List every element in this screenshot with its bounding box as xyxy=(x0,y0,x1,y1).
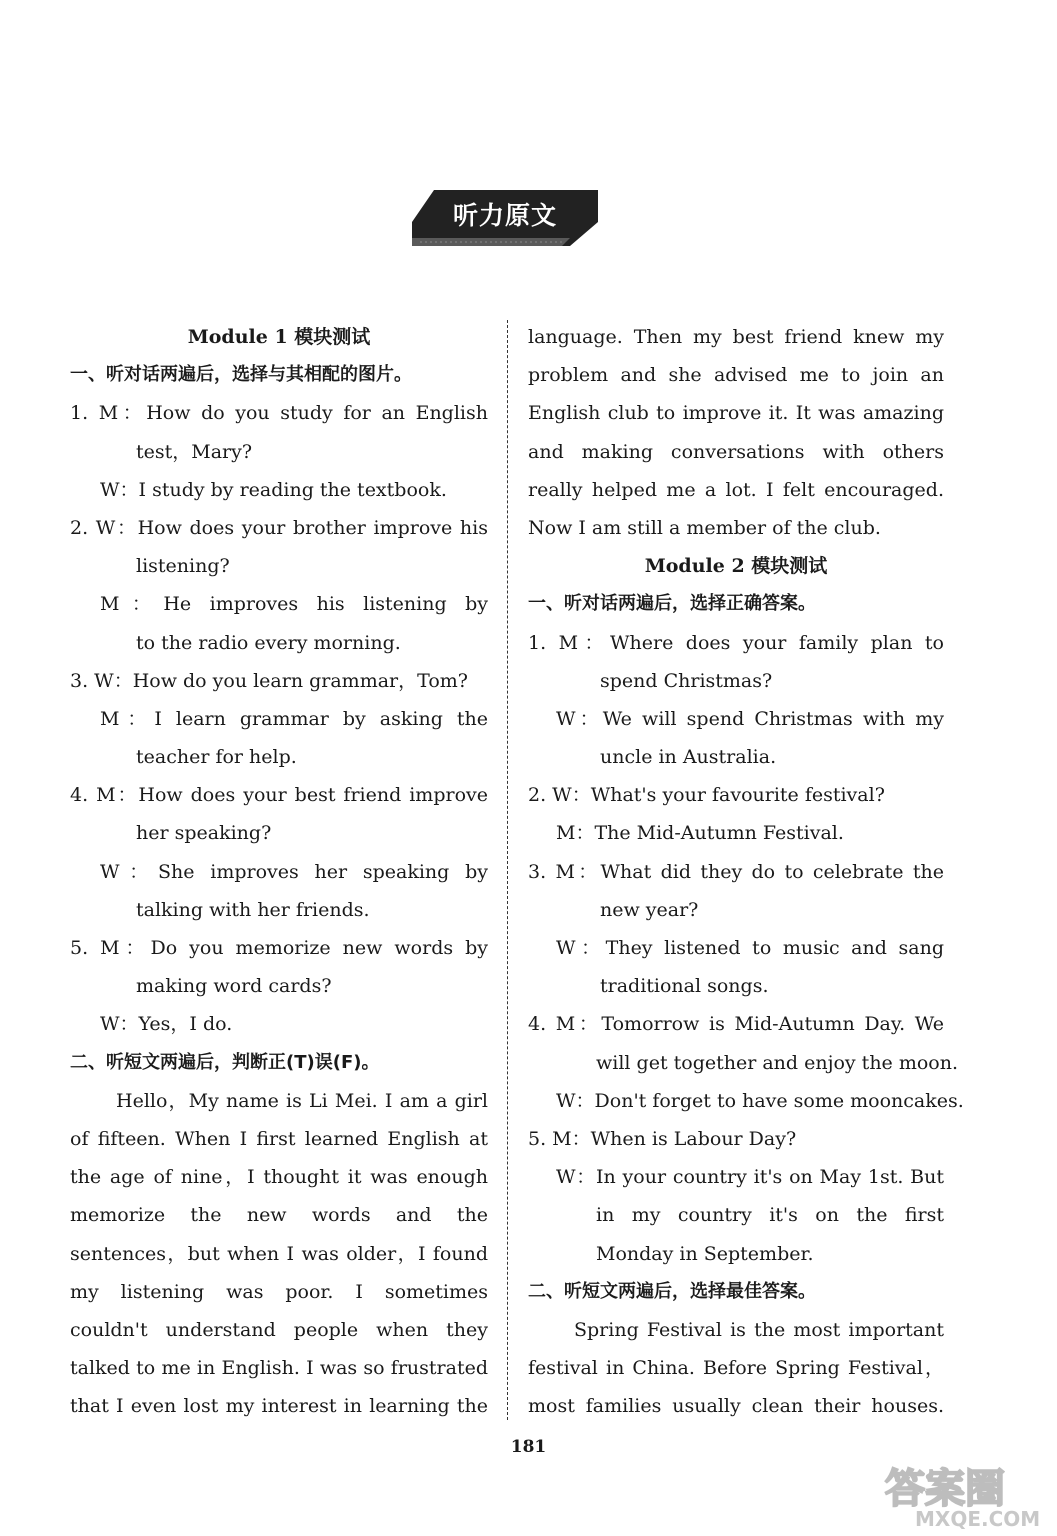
text-line: Monday in September. xyxy=(596,1242,814,1265)
section-banner xyxy=(412,186,598,250)
text-line: festival in China. Before Spring Festival， xyxy=(528,1357,944,1380)
text-line: 5. M：When is Labour Day? xyxy=(528,1127,797,1150)
text-line: 4. M：How does your best friend improve xyxy=(70,784,488,807)
text-line: and making conversations with others xyxy=(528,440,944,463)
svg-text:MXQE.COM: MXQE.COM xyxy=(915,1507,1041,1530)
text-line: Hello，My name is Li Mei. I am a girl xyxy=(116,1089,488,1112)
text-line: 3. M：What did they do to celebrate the xyxy=(528,860,944,883)
text-line: in my country it's on the first xyxy=(596,1204,944,1227)
text-line: most families usually clean their houses. xyxy=(528,1395,944,1418)
text-line: Now I am still a member of the club. xyxy=(528,516,881,539)
section-heading: 二、听短文两遍后，判断正(T)误(F)。 xyxy=(70,1051,380,1073)
text-line: will get together and enjoy the moon. xyxy=(596,1051,959,1074)
text-line: 5. M：Do you memorize new words by xyxy=(70,937,488,959)
text-line: spend Christmas? xyxy=(600,669,773,692)
text-line: W：I study by reading the textbook. xyxy=(100,478,447,501)
text-line: that I even lost my interest in learning the xyxy=(70,1395,488,1418)
text-line: talking with her friends. xyxy=(136,898,370,921)
text-line: Spring Festival is the most important xyxy=(574,1318,944,1341)
text-line: her speaking? xyxy=(136,822,272,845)
text-line: English club to improve it. It was amazing xyxy=(528,402,944,425)
text-line: traditional songs. xyxy=(600,975,769,998)
right-column xyxy=(528,318,964,1425)
text-line: test，Mary? xyxy=(136,440,253,463)
text-line: listening? xyxy=(136,555,230,578)
column-divider xyxy=(507,320,508,1420)
text-line: W：They listened to music and sang xyxy=(556,937,944,959)
text-line: problem and she advised me to join an xyxy=(528,364,944,387)
text-line: memorize the new words and the xyxy=(70,1204,488,1227)
text-line: 4. M：Tomorrow is Mid-Autumn Day. We xyxy=(528,1013,944,1036)
text-line: uncle in Australia. xyxy=(600,746,777,769)
text-line: W：We will spend Christmas with my xyxy=(556,707,944,730)
section-heading: 一、听对话两遍后，选择正确答案。 xyxy=(528,593,816,615)
text-line: really helped me a lot. I felt encouraged. xyxy=(528,478,944,501)
text-line: W：Don't forget to have some mooncakes. xyxy=(556,1089,964,1112)
text-line: teacher for help. xyxy=(136,746,297,769)
text-line: talked to me in English. I was so frustrated xyxy=(70,1357,488,1380)
text-line: M：He improves his listening by xyxy=(100,593,488,616)
left-column xyxy=(70,318,488,1425)
text-line: 3. W：How do you learn grammar，Tom? xyxy=(70,669,468,692)
text-line: to the radio every morning. xyxy=(136,631,401,654)
text-line: couldn't understand people when they xyxy=(70,1318,488,1341)
text-line: W：Yes，I do. xyxy=(100,1013,233,1036)
text-line: of fifteen. When I first learned English at xyxy=(70,1127,488,1150)
text-line: 2. W：How does your brother improve his xyxy=(70,516,488,539)
section-title: 听力原文 xyxy=(452,201,557,230)
module-title: Module 1 模块测试 xyxy=(187,326,371,348)
text-line: W：In your country it's on May 1st. But xyxy=(556,1166,944,1189)
section-heading: 一、听对话两遍后，选择与其相配的图片。 xyxy=(70,364,412,386)
text-line: M：The Mid-Autumn Festival. xyxy=(556,822,844,845)
text-line: 2. W：What's your favourite festival? xyxy=(528,784,885,807)
text-line: making word cards? xyxy=(136,975,332,998)
page-number: 181 xyxy=(510,1437,547,1457)
text-line: sentences，but when I was older，I found xyxy=(70,1242,488,1265)
svg-text:答案圈: 答案圈 xyxy=(885,1466,1005,1512)
text-line: the age of nine，I thought it was enough xyxy=(70,1166,488,1189)
section-heading: 二、听短文两遍后，选择最佳答案。 xyxy=(528,1280,816,1302)
text-line: M：I learn grammar by asking the xyxy=(100,707,488,730)
text-line: new year? xyxy=(600,898,699,921)
text-line: 1. M：Where does your family plan to xyxy=(528,631,944,654)
text-line: 1. M：How do you study for an English xyxy=(70,402,488,425)
watermark-logo xyxy=(875,1454,1045,1530)
text-line: W：She improves her speaking by xyxy=(100,860,488,883)
text-line: language. Then my best friend knew my xyxy=(528,326,944,348)
module-title: Module 2 模块测试 xyxy=(644,555,828,578)
text-line: my listening was poor. I sometimes xyxy=(70,1280,488,1303)
